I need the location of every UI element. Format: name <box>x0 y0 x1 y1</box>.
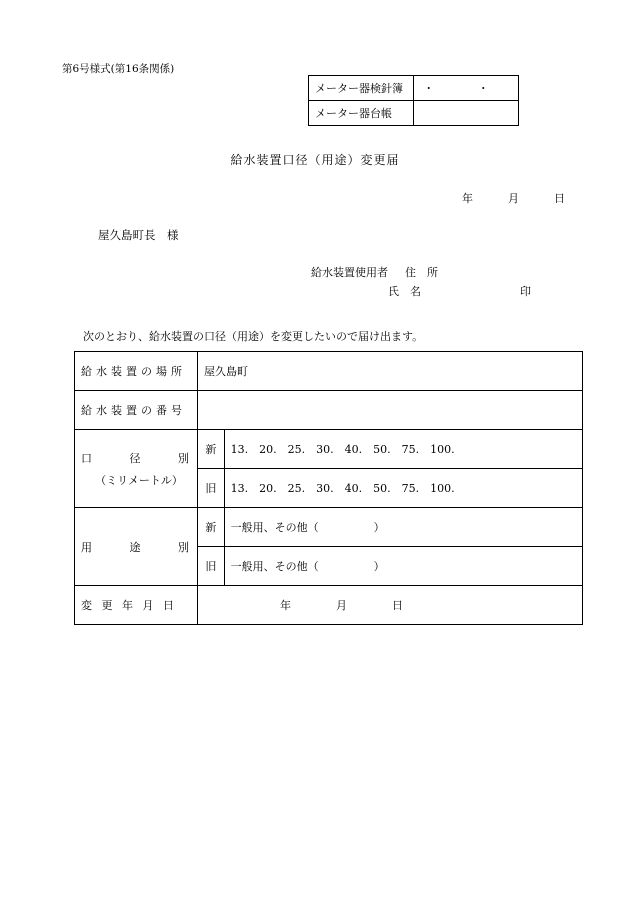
location-value[interactable]: 屋久島町 <box>198 352 583 391</box>
applicant-address-line <box>311 264 438 280</box>
usage-new-row <box>75 508 583 547</box>
location-row <box>75 352 583 391</box>
caliber-label <box>75 430 198 508</box>
meter-record-box <box>308 75 519 126</box>
date-day-label: 日 <box>554 192 565 205</box>
meter-ledger-row <box>309 101 519 126</box>
usage-label-b: 途 <box>129 540 141 554</box>
caliber-label-a: 口 <box>81 451 92 465</box>
usage-old-options[interactable]: 一般用、その他（ ） <box>224 547 582 586</box>
caliber-new-label: 新 <box>198 430 225 469</box>
usage-new-options[interactable]: 一般用、その他（ ） <box>224 508 582 547</box>
intro-statement: 次のとおり、給水装置の口径（用途）を変更したいので届け出ます。 <box>83 330 424 343</box>
change-month-label: 月 <box>336 599 347 612</box>
seal-mark: 印 <box>520 285 531 298</box>
change-date-row <box>75 586 583 625</box>
applicant-address-label: 住 所 <box>405 266 438 279</box>
usage-label-a: 用 <box>81 540 92 554</box>
addressee: 屋久島町長 様 <box>98 228 179 242</box>
change-year-label: 年 <box>280 599 291 612</box>
caliber-new-options[interactable]: 13. 20. 25. 30. 40. 50. 75. 100. <box>224 430 582 469</box>
caliber-unit: （ミリメートル） <box>95 473 183 487</box>
location-label: 給水装置の場所 <box>75 352 198 391</box>
caliber-new-row <box>75 430 583 469</box>
number-label: 給水装置の番号 <box>75 391 198 430</box>
change-day-label: 日 <box>392 599 403 612</box>
document-title: 給水装置口径（用途）変更届 <box>230 153 400 167</box>
applicant-name-label: 氏 名 <box>388 285 421 298</box>
usage-label <box>75 508 198 586</box>
meter-reading-label: メーター器検針簿 <box>309 76 414 101</box>
meter-reading-value[interactable]: ・ ・ <box>414 76 519 101</box>
meter-reading-row <box>309 76 519 101</box>
date-month-label: 月 <box>508 192 519 205</box>
usage-old-label: 旧 <box>198 547 225 586</box>
submission-date <box>462 190 565 206</box>
form-number: 第6号様式(第16条関係) <box>62 63 175 75</box>
change-date-label: 変 更 年 月 日 <box>75 586 198 625</box>
application-table <box>74 351 583 625</box>
caliber-old-options[interactable]: 13. 20. 25. 30. 40. 50. 75. 100. <box>224 469 582 508</box>
number-row <box>75 391 583 430</box>
caliber-old-label: 旧 <box>198 469 225 508</box>
meter-ledger-label: メーター器台帳 <box>309 101 414 126</box>
usage-new-label: 新 <box>198 508 225 547</box>
meter-ledger-value[interactable] <box>414 101 519 126</box>
caliber-label-c: 別 <box>178 451 189 465</box>
usage-label-c: 別 <box>178 540 189 554</box>
caliber-label-b: 径 <box>129 451 141 465</box>
applicant-user-label: 給水装置使用者 <box>311 266 388 279</box>
number-value[interactable] <box>198 391 583 430</box>
change-date-value[interactable] <box>198 586 583 625</box>
date-year-label: 年 <box>462 192 473 205</box>
